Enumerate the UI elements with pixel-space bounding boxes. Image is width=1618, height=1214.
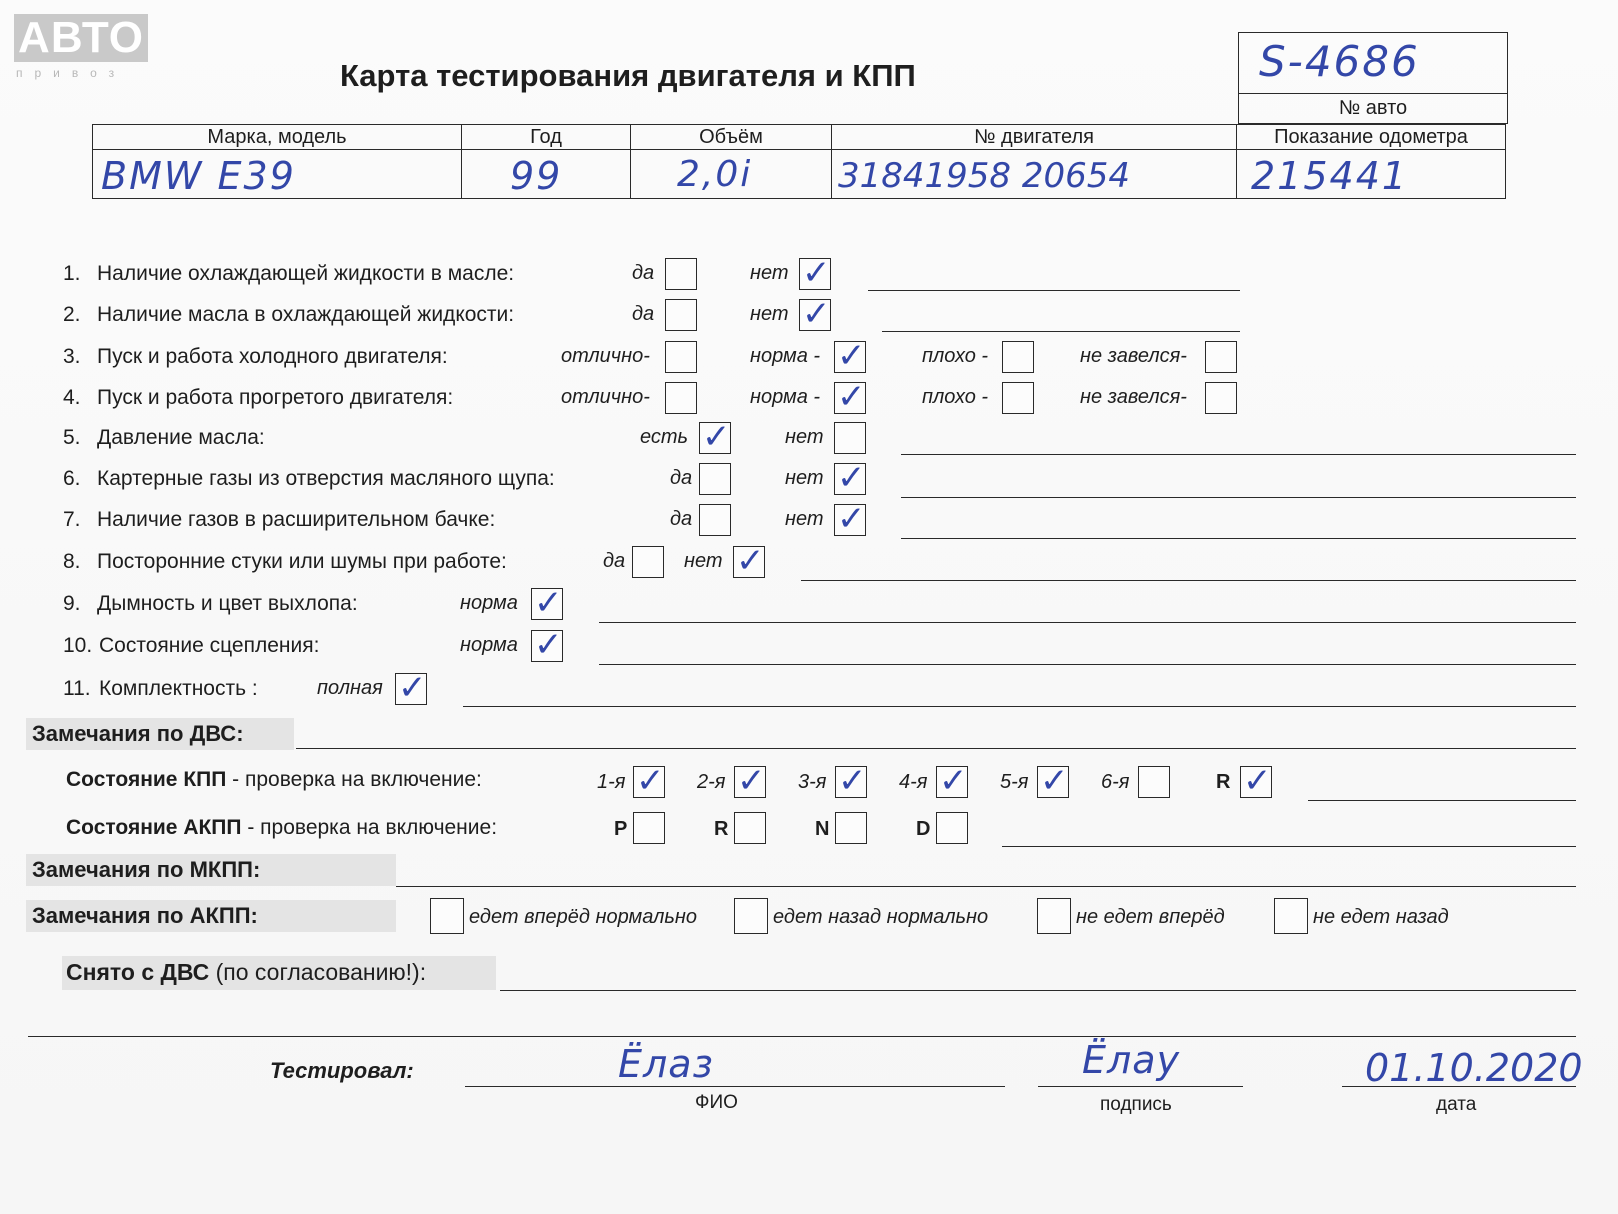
item-7-yes-checkbox[interactable] [699, 504, 731, 536]
item-10-normal-checkbox[interactable] [531, 630, 563, 662]
item-4-text: Пуск и работа прогретого двигателя: [97, 386, 454, 409]
item-3-excellent-checkbox[interactable] [665, 341, 697, 373]
item-2-yes-checkbox[interactable] [665, 299, 697, 331]
akpp-no-forward-checkbox[interactable] [1037, 898, 1071, 934]
item-1-text: Наличие охлаждающей жидкости в масле: [97, 262, 515, 285]
item-7-number: 7. [63, 508, 81, 531]
item-3-normal-checkbox[interactable] [834, 341, 866, 373]
item-9-text: Дымность и цвет выхлопа: [97, 592, 358, 615]
item-4-bad-checkbox[interactable] [1002, 382, 1034, 414]
cell-odometer [1237, 150, 1506, 199]
cell-year [462, 150, 631, 199]
kpp-label [66, 768, 482, 792]
akpp-mode-n-label: N [815, 818, 830, 840]
removed-line [500, 990, 1576, 991]
remarks-engine-label: Замечания по ДВС: [32, 721, 244, 746]
item-3-bad-checkbox[interactable] [1002, 341, 1034, 373]
akpp-mode-d-label: D [916, 818, 931, 840]
item-4-excellent-checkbox[interactable] [665, 382, 697, 414]
gear-5-checkbox[interactable] [1037, 766, 1069, 798]
akpp-backward-ok-checkbox[interactable] [734, 898, 768, 934]
akpp-label [66, 816, 497, 840]
gear-5-label: 5-я [1000, 771, 1029, 793]
item-6-opt-no: нет [785, 467, 824, 489]
item-6-text: Картерные газы из отверстия масляного щупа: [97, 467, 555, 490]
item-2-number: 2. [63, 303, 81, 326]
item-10-text: Состояние сцепления: [99, 634, 320, 657]
name-line [465, 1086, 1005, 1087]
item-4-opt-normal: норма - [750, 386, 821, 408]
akpp-mode-n-checkbox[interactable] [835, 812, 867, 844]
item-6-number: 6. [63, 467, 81, 490]
car-number-box [1238, 32, 1508, 124]
removed-suffix: (по согласованию!): [209, 959, 427, 985]
akpp-no-backward-label: не едет назад [1313, 906, 1449, 928]
item-4-no-start-checkbox[interactable] [1205, 382, 1237, 414]
item-8-text: Посторонние стуки или шумы при работе: [97, 550, 507, 573]
col-header-odometer: Показание одометра [1237, 125, 1506, 150]
item-6-no-checkbox[interactable] [834, 463, 866, 495]
full-width-line [28, 1036, 1576, 1037]
akpp-note-line [1002, 846, 1576, 847]
item-5-absent-checkbox[interactable] [834, 422, 866, 454]
cell-model [93, 150, 462, 199]
item-3-text: Пуск и работа холодного двигателя: [97, 345, 448, 368]
gear-4-checkbox[interactable] [936, 766, 968, 798]
removed-title: Снято с ДВС [66, 959, 210, 985]
item-2-opt-yes: да [632, 303, 655, 325]
gear-1-label: 1-я [597, 771, 626, 793]
item-5-note-line [901, 454, 1576, 455]
gear-4-label: 4-я [899, 771, 928, 793]
item-1-no-checkbox[interactable] [799, 258, 831, 290]
item-11-note-line [463, 706, 1576, 707]
item-5-number: 5. [63, 426, 81, 449]
item-1-note-line [868, 290, 1240, 291]
tester-name: Ёлаз [618, 1042, 714, 1086]
akpp-forward-ok-label: едет вперёд нормально [469, 906, 698, 928]
item-4-opt-bad: плохо - [922, 386, 989, 408]
kpp-title: Состояние КПП [66, 768, 227, 791]
item-3-opt-normal: норма - [750, 345, 821, 367]
item-7-note-line [901, 538, 1576, 539]
akpp-backward-ok-label: едет назад нормально [773, 906, 989, 928]
item-7-opt-yes: да [670, 508, 693, 530]
item-1-number: 1. [63, 262, 81, 285]
akpp-mode-r-checkbox[interactable] [734, 812, 766, 844]
akpp-no-backward-checkbox[interactable] [1274, 898, 1308, 934]
cell-engine-number [832, 150, 1237, 199]
item-5-text: Давление масла: [97, 426, 265, 449]
col-header-model: Марка, модель [93, 125, 462, 150]
item-9-number: 9. [63, 592, 81, 615]
item-6-opt-yes: да [670, 467, 693, 489]
item-6-yes-checkbox[interactable] [699, 463, 731, 495]
gear-2-checkbox[interactable] [734, 766, 766, 798]
item-7-opt-no: нет [785, 508, 824, 530]
gear-2-label: 2-я [697, 771, 726, 793]
car-number-value: S-4686 [1259, 37, 1420, 86]
item-11-text: Комплектность : [99, 677, 258, 700]
item-4-opt-excellent: отлично- [561, 386, 650, 408]
item-1-opt-yes: да [632, 262, 655, 284]
item-3-opt-excellent: отлично- [561, 345, 650, 367]
item-3-opt-no-start: не завелся- [1080, 345, 1187, 367]
item-3-opt-bad: плохо - [922, 345, 989, 367]
item-1-yes-checkbox[interactable] [665, 258, 697, 290]
col-header-volume: Объём [631, 125, 832, 150]
gear-1-checkbox[interactable] [633, 766, 665, 798]
tested-by-label: Тестировал: [270, 1058, 414, 1083]
engine-number-value: 31841958 20654 [838, 156, 1131, 196]
item-5-opt-present: есть [640, 426, 689, 448]
item-9-normal-checkbox[interactable] [531, 588, 563, 620]
tester-signature: Ёлау [1082, 1038, 1181, 1082]
item-11-number: 11. [63, 677, 91, 700]
gear-r-checkbox[interactable] [1240, 766, 1272, 798]
signature-line [1038, 1086, 1243, 1087]
avto-privoz-logo: АВТО [14, 14, 148, 62]
car-number-label: № авто [1338, 97, 1408, 119]
signature-caption: подпись [1100, 1094, 1172, 1115]
gear-r-label: R [1216, 771, 1231, 793]
remarks-mkpp-label: Замечания по МКПП: [32, 857, 261, 882]
item-7-no-checkbox[interactable] [834, 504, 866, 536]
akpp-title: Состояние АКПП [66, 816, 242, 839]
name-caption: ФИО [695, 1092, 738, 1113]
item-6-note-line [901, 497, 1576, 498]
vehicle-info-table [92, 124, 1506, 199]
item-4-number: 4. [63, 386, 81, 409]
item-8-number: 8. [63, 550, 81, 573]
gear-6-checkbox[interactable] [1138, 766, 1170, 798]
item-9-opt-normal: норма [460, 592, 518, 614]
akpp-no-forward-label: не едет вперёд [1076, 906, 1225, 928]
cell-volume [631, 150, 832, 199]
gear-3-checkbox[interactable] [835, 766, 867, 798]
item-11-full-checkbox[interactable] [395, 673, 427, 705]
item-10-opt-normal: норма [460, 634, 518, 656]
item-11-opt-full: полная [317, 677, 383, 699]
kpp-note-line [1308, 800, 1576, 801]
item-1-opt-no: нет [750, 262, 789, 284]
akpp-suffix: - проверка на включение: [241, 816, 498, 839]
item-8-no-checkbox[interactable] [733, 546, 765, 578]
item-4-opt-no-start: не завелся- [1080, 386, 1187, 408]
item-2-no-checkbox[interactable] [799, 299, 831, 331]
remarks-mkpp-line [396, 886, 1576, 887]
akpp-mode-r-label: R [714, 818, 729, 840]
item-8-note-line [801, 580, 1576, 581]
odometer-value: 215441 [1251, 154, 1409, 198]
remarks-engine-line [296, 748, 1576, 749]
item-7-text: Наличие газов в расширительном бачке: [97, 508, 496, 531]
akpp-mode-p-checkbox[interactable] [633, 812, 665, 844]
item-10-number: 10. [63, 634, 93, 657]
item-10-note-line [599, 664, 1576, 665]
item-2-opt-no: нет [750, 303, 789, 325]
item-5-opt-absent: нет [785, 426, 824, 448]
remarks-akpp-label: Замечания по АКПП: [32, 903, 258, 928]
volume-value: 2,0i [677, 154, 753, 195]
item-2-text: Наличие масла в охлаждающей жидкости: [97, 303, 515, 326]
logo-subtitle: привоз [16, 66, 127, 80]
date-line [1342, 1086, 1576, 1087]
item-2-note-line [882, 331, 1240, 332]
date-caption: дата [1436, 1094, 1477, 1115]
akpp-forward-ok-checkbox[interactable] [430, 898, 464, 934]
test-date: 01.10.2020 [1365, 1046, 1583, 1090]
year-value: 99 [510, 154, 563, 198]
item-3-number: 3. [63, 345, 81, 368]
item-8-yes-checkbox[interactable] [632, 546, 664, 578]
item-3-no-start-checkbox[interactable] [1205, 341, 1237, 373]
col-header-engine-number: № двигателя [832, 125, 1237, 150]
model-value: BMW E39 [101, 154, 296, 198]
kpp-suffix: - проверка на включение: [226, 768, 482, 791]
gear-3-label: 3-я [798, 771, 827, 793]
akpp-mode-d-checkbox[interactable] [936, 812, 968, 844]
item-8-opt-no: нет [684, 550, 723, 572]
page-title: Карта тестирования двигателя и КПП [340, 58, 916, 93]
car-number-divider [1239, 93, 1507, 94]
item-4-normal-checkbox[interactable] [834, 382, 866, 414]
item-5-present-checkbox[interactable] [699, 422, 731, 454]
item-9-note-line [599, 622, 1576, 623]
removed-label [66, 959, 426, 986]
gear-6-label: 6-я [1101, 771, 1130, 793]
item-8-opt-yes: да [603, 550, 626, 572]
col-header-year: Год [462, 125, 631, 150]
akpp-mode-p-label: P [614, 818, 628, 840]
